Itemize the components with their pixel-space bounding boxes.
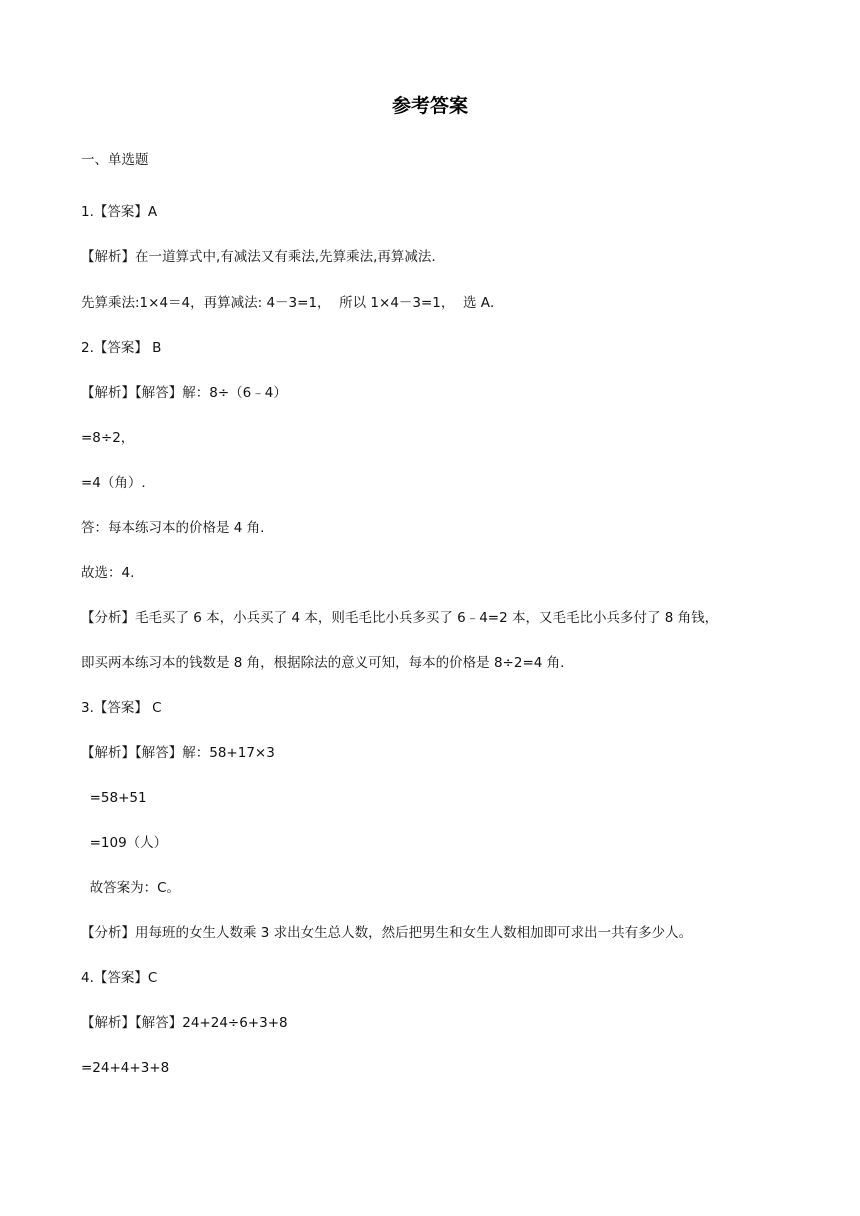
q2-analysis-1: 【分析】毛毛买了 6 本，小兵买了 4 本，则毛毛比小兵多买了 6﹣4=2 本，又毛毛比小兵多付了 8 角钱，	[81, 610, 719, 626]
q3-step-2: =109（人）	[81, 835, 168, 851]
q4-solution: 【解析】【解答】24+24÷6+3+8	[81, 1015, 288, 1031]
q2-analysis-2: 即买两本练习本的钱数是 8 角，根据除法的意义可知，每本的价格是 8÷2=4 角.	[81, 655, 565, 671]
q2-response: 答：每本练习本的价格是 4 角.	[81, 520, 265, 536]
q2-step-2: =4（角）.	[81, 475, 146, 491]
q1-analysis-detail: 先算乘法:1×4＝4，再算减法: 4－3=1， 所以 1×4－3=1， 选 A．	[81, 295, 504, 311]
q3-step-1: =58+51	[81, 790, 147, 806]
section-heading: 一、单选题	[81, 152, 149, 168]
page-title: 参考答案	[391, 95, 468, 117]
q1-analysis: 【解析】在一道算式中,有减法又有乘法,先算乘法,再算减法.	[81, 249, 436, 265]
q1-answer: 1.【答案】A	[81, 204, 158, 220]
q3-conclusion: 故答案为：C。	[81, 880, 181, 896]
q2-step-1: =8÷2，	[81, 430, 135, 446]
q2-choice: 故选：4.	[81, 565, 135, 581]
q3-answer: 3.【答案】 C	[81, 700, 162, 716]
q4-step-1: =24+4+3+8	[81, 1060, 170, 1076]
q2-solution: 【解析】【解答】解：8÷（6﹣4）	[81, 385, 287, 401]
q3-analysis: 【分析】用每班的女生人数乘 3 求出女生总人数，然后把男生和女生人数相加即可求出一共有多少人。	[81, 925, 693, 941]
q2-answer: 2.【答案】 B	[81, 340, 162, 356]
q4-answer: 4.【答案】C	[81, 970, 158, 986]
q3-solution: 【解析】【解答】解：58+17×3	[81, 745, 275, 761]
